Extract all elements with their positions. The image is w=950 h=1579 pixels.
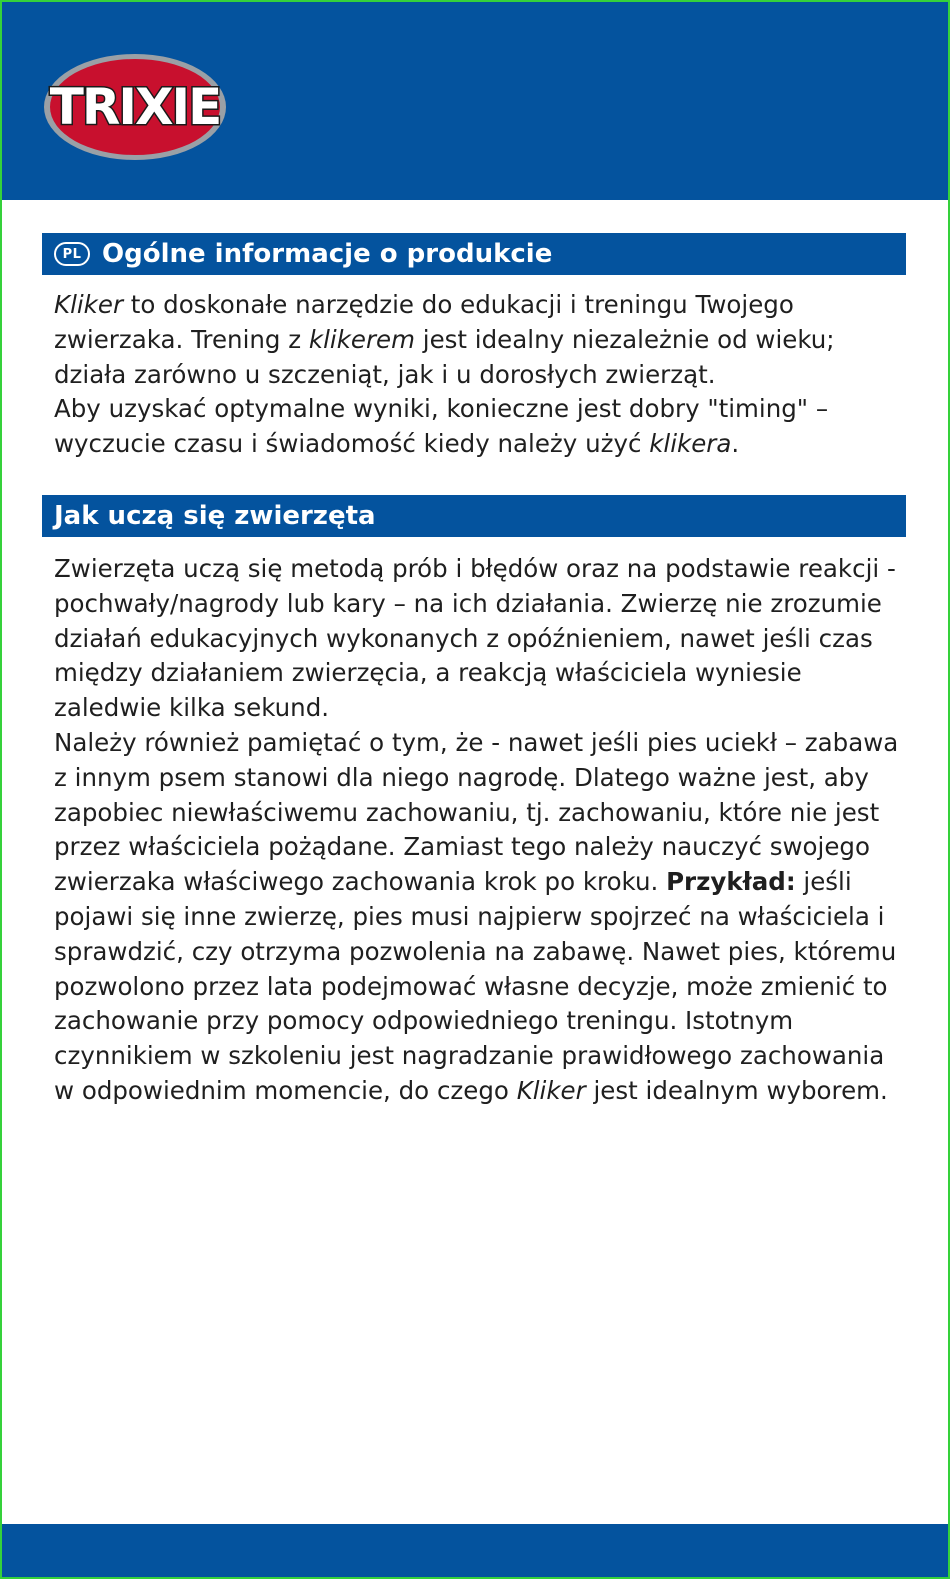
section-header-general-info — [42, 233, 906, 275]
paragraph: Zwierzęta uczą się metodą prób i błędów oraz na podstawie reakcji - pochwały/nagrody lub kary – na ich działania. Zwierzę nie zrozumie działań edukacyjnych wykonanych z opóźnieniem, nawet jeśli czas między działaniem zwierzęcia, a reakcją właściciela wyniesie zaledwie kilka sekund. — [54, 554, 896, 723]
paragraph: Kliker to doskonałe narzędzie do edukacji i treningu Twojego zwierzaka. Trening z klikerem jest idealny niezależnie od wieku; działa zarówno u szczeniąt, jak i u dorosłych zwierząt. — [54, 290, 835, 389]
paragraph: Należy również pamiętać o tym, że - nawet jeśli pies uciekł – zabawa z innym psem stanowi dla niego nagrodę. Dlatego ważne jest, aby zapobiec niewłaściwemu zachowaniu, tj. zachowaniu, które nie jest przez właściciela pożądane. Zamiast tego należy nauczyć swojego zwierzaka właściwego zachowania krok po kroku. Przykład: jeśli pojawi się inne zwierzę, pies musi najpierw spojrzeć na właściciela i sprawdzić, czy otrzyma pozwolenia na zabawę. Nawet pies, któremu pozwolono przez lata podejmować własne decyzje, może zmienić to zachowanie przy pomocy odpowiedniego treningu. Istotnym czynnikiem w szkoleniu jest nagradzanie prawidłowego zachowania w odpowiednim momencie, do czego Kliker jest idealnym wyborem. — [54, 727, 899, 1105]
header-bar — [2, 2, 948, 200]
how-animals-learn-text — [54, 552, 904, 1109]
paragraph: Aby uzyskać optymalne wyniki, konieczne jest dobry "timing" – wyczucie czasu i świadomość kiedy należy użyć klikera. — [54, 394, 829, 459]
svg-text:TRIXIE: TRIXIE — [49, 78, 221, 136]
trixie-logo — [42, 52, 228, 162]
footer-bar — [2, 1524, 948, 1577]
general-info-text — [54, 288, 904, 462]
section-title: Jak uczą się zwierzęta — [54, 501, 376, 531]
section-header-how-animals-learn — [42, 495, 906, 537]
language-badge: PL — [54, 242, 90, 266]
section-title: Ogólne informacje o produkcie — [102, 239, 553, 269]
